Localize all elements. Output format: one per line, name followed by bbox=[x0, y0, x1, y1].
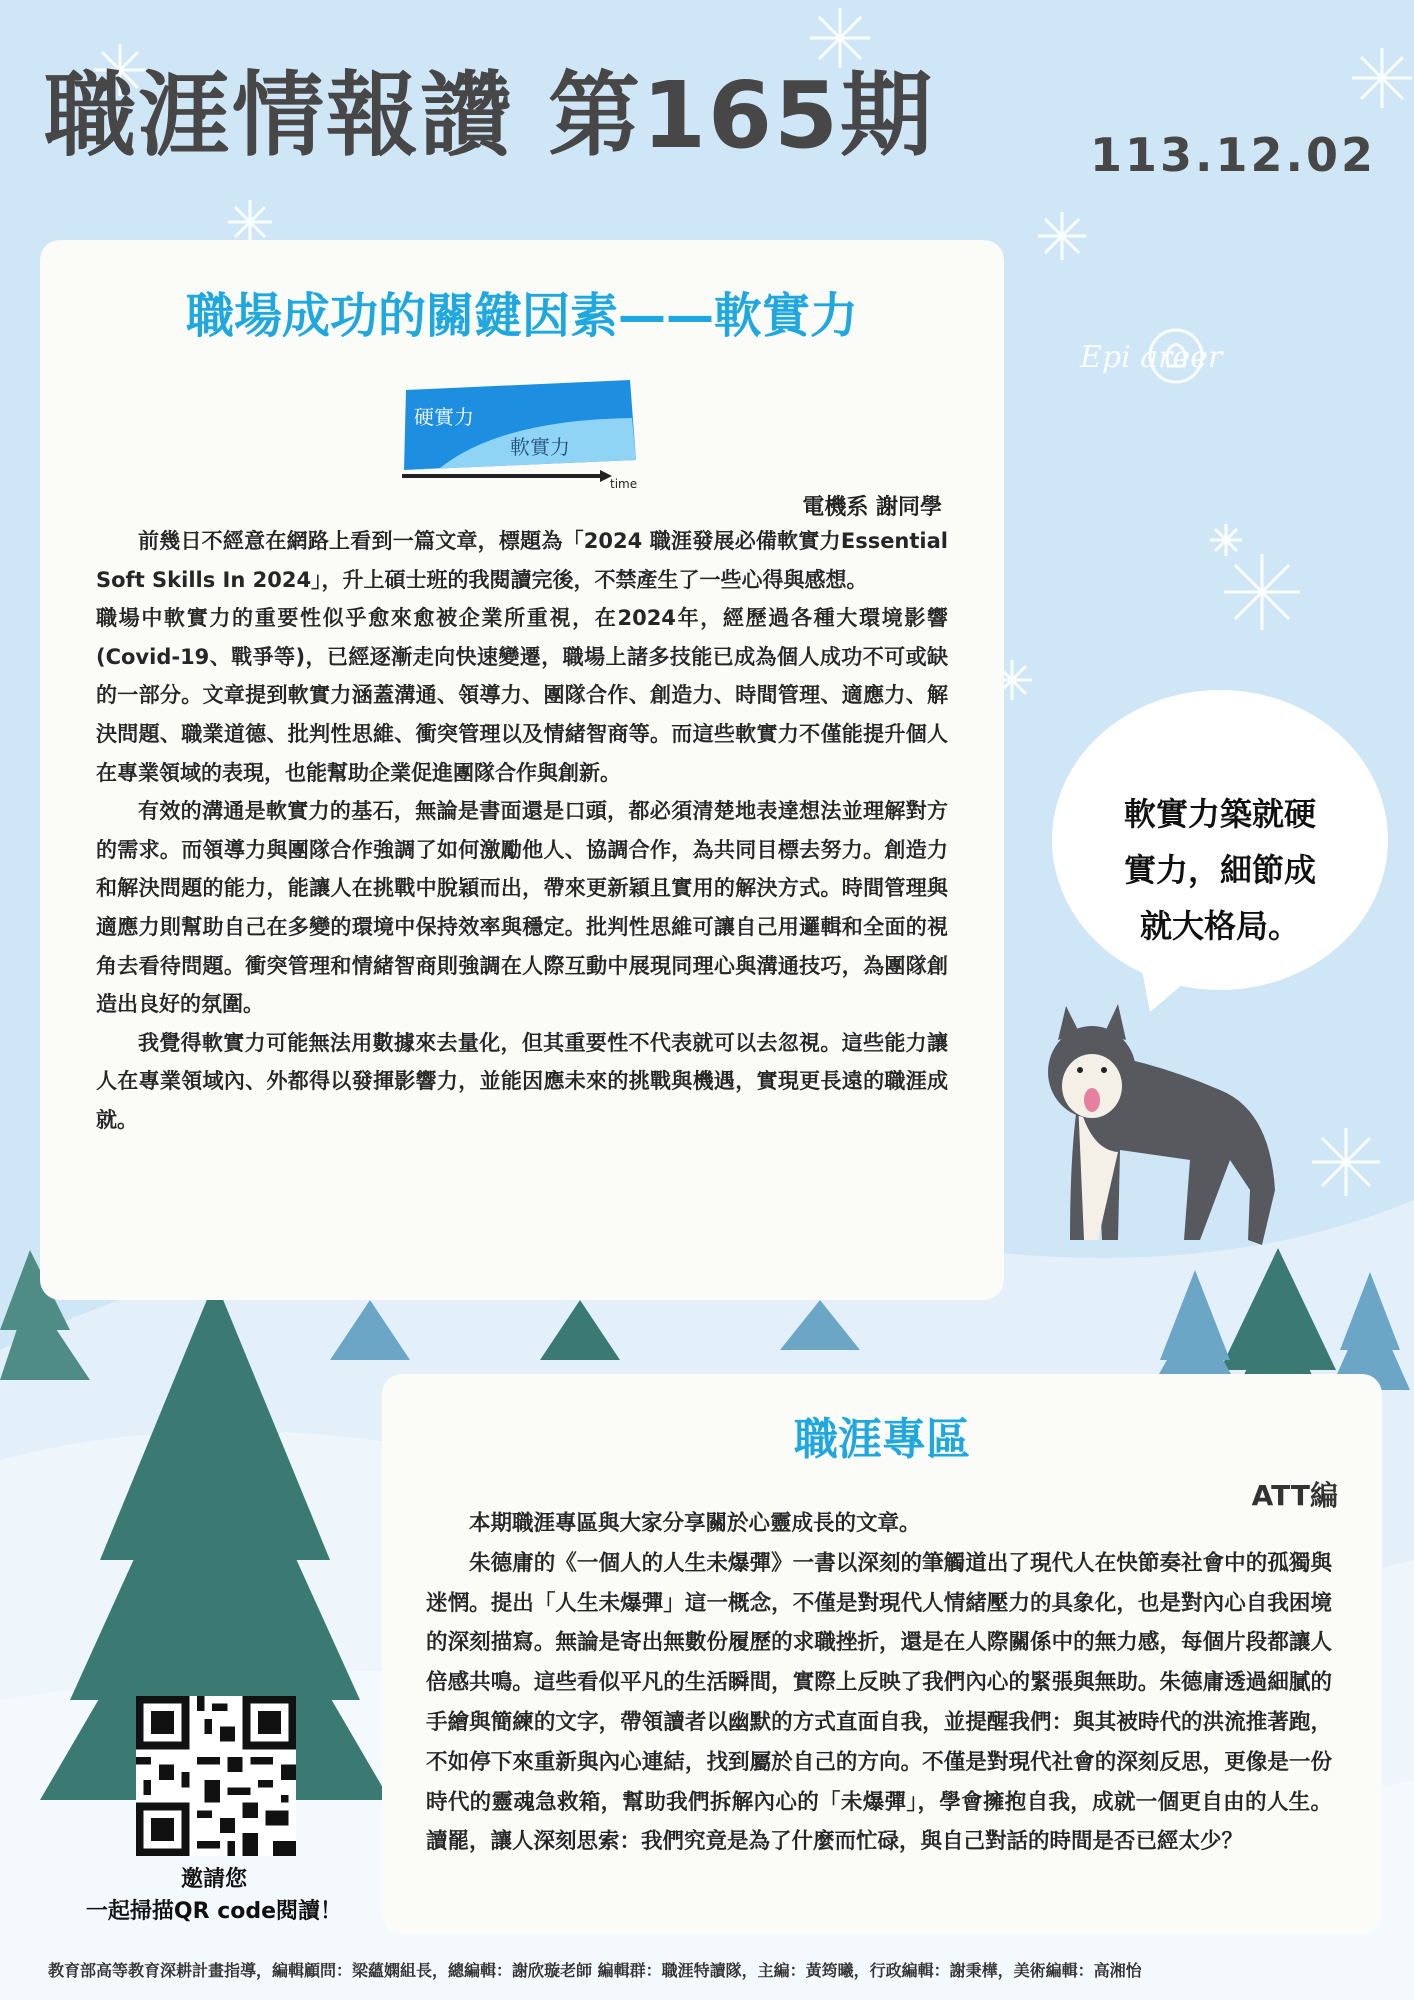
epicareer-logo: Epi areer bbox=[1080, 340, 1222, 375]
credits-footer: 教育部高等教育深耕計畫指導，編輯顧問：梁蘊嫻組長，總編輯：謝欣璇老師 編輯群：職涯特讀隊，主編：黃筠曦，行政編輯：謝秉樺，美術編輯：高湘怡 bbox=[48, 1961, 1142, 1980]
career-body bbox=[426, 1504, 1332, 1862]
hard-soft-skills-sketch bbox=[400, 380, 650, 490]
article-paragraph: 我覺得軟實力可能無法用數據來去量化，但其重要性不代表就可以去忽視。這些能力讓人在專業領域內、外都得以發揮影響力，並能因應未來的挑戰與機遇，實現更長遠的職涯成就。 bbox=[96, 1030, 948, 1132]
soft-skill-label: 軟實力 bbox=[510, 435, 570, 459]
hard-skill-label: 硬實力 bbox=[414, 405, 474, 429]
time-axis-label: time bbox=[610, 477, 638, 490]
article-body bbox=[96, 522, 948, 1140]
bubble-line: 軟實力築就硬 bbox=[1123, 795, 1316, 833]
qr-code[interactable] bbox=[136, 1696, 296, 1856]
qr-caption-line: 一起掃描QR code閱讀！ bbox=[85, 1899, 343, 1924]
qr-caption-line: 邀請您 bbox=[180, 1867, 247, 1892]
qr-caption bbox=[44, 1864, 384, 1928]
bubble-quote bbox=[1100, 786, 1340, 954]
bubble-line: 就大格局。 bbox=[1139, 907, 1300, 945]
career-panel bbox=[382, 1374, 1382, 1934]
career-paragraph: 朱德庸的《一個人的人生未爆彈》一書以深刻的筆觸道出了現代人在快節奏社會中的孤獨與迷惘。提出「人生未爆彈」這一概念，不僅是對現代人情緒壓力的具象化，也是對內心自我困境的深刻描寫。無論是寄出無數份履歷的求職挫折，還是在人際關係中的無力感，每個片段都讓人倍感共鳴。這些看似平凡的生活瞬間，實際上反映了我們內心的緊張與無助。朱德庸透過細膩的手繪與簡練的文字，帶領讀者以幽默的方式直面自我，並提醒我們：與其被時代的洪流推著跑，不如停下來重新與內心連結，找到屬於自己的方向。不僅是對現代社會的深刻反思，更像是一份時代的靈魂急救箱，幫助我們拆解內心的「未爆彈」，學會擁抱自我，成就一個更自由的人生。讀罷，讓人深刻思索：我們究竟是為了什麼而忙碌，與自己對話的時間是否已經太少？ bbox=[426, 1550, 1332, 1855]
career-heading: 職涯專區 bbox=[794, 1414, 970, 1465]
article-paragraph: 有效的溝通是軟實力的基石，無論是書面還是口頭，都必須清楚地表達想法並理解對方的需求。而領導力與團隊合作強調了如何激勵他人、協調合作，為共同目標去努力。創造力和解決問題的能力，能讓人在挑戰中脫穎而出，帶來更新穎且實用的解決方式。時間管理與適應力則幫助自己在多變的環境中保持效率與穩定。批判性思維可讓自己用邏輯和全面的視角去看待問題。衝突管理和情緒智商則強調在人際互動中展現同理心與溝通技巧，為團隊創造出良好的氛圍。 bbox=[96, 799, 948, 1017]
article-author: 電機系 謝同學 bbox=[802, 495, 942, 520]
article-heading: 職場成功的關鍵因素——軟實力 bbox=[185, 288, 858, 344]
bubble-line: 實力，細節成 bbox=[1123, 851, 1316, 889]
career-paragraph: 本期職涯專區與大家分享關於心靈成長的文章。 bbox=[469, 1511, 921, 1536]
issue-date: 113.12.02 bbox=[1090, 128, 1376, 182]
article-paragraph: 前幾日不經意在網路上看到一篇文章，標題為「2024 職涯發展必備軟實力Essential Soft Skills In 2024」，升上碩士班的我閱讀完後，不禁產生了一些心得與感想。 bbox=[96, 529, 948, 592]
newsletter-title: 職涯情報讚 第165期 bbox=[44, 62, 935, 169]
bulb-logo-icon bbox=[1146, 326, 1206, 386]
career-author: ATT編 bbox=[1251, 1479, 1338, 1512]
article-panel bbox=[40, 240, 1004, 1300]
article-paragraph: 職場中軟實力的重要性似乎愈來愈被企業所重視，在2024年，經歷過各種大環境影響(Covid-19、戰爭等)，已經逐漸走向快速變遷，職場上諸多技能已成為個人成功不可或缺的一部分。文章提到軟實力涵蓋溝通、領導力、團隊合作、創造力、時間管理、適應力、解決問題、職業道德、批判性思維、衝突管理以及情緒智商等。而這些軟實力不僅能提升個人在專業領域的表現，也能幫助企業促進團隊合作與創新。 bbox=[96, 606, 948, 785]
